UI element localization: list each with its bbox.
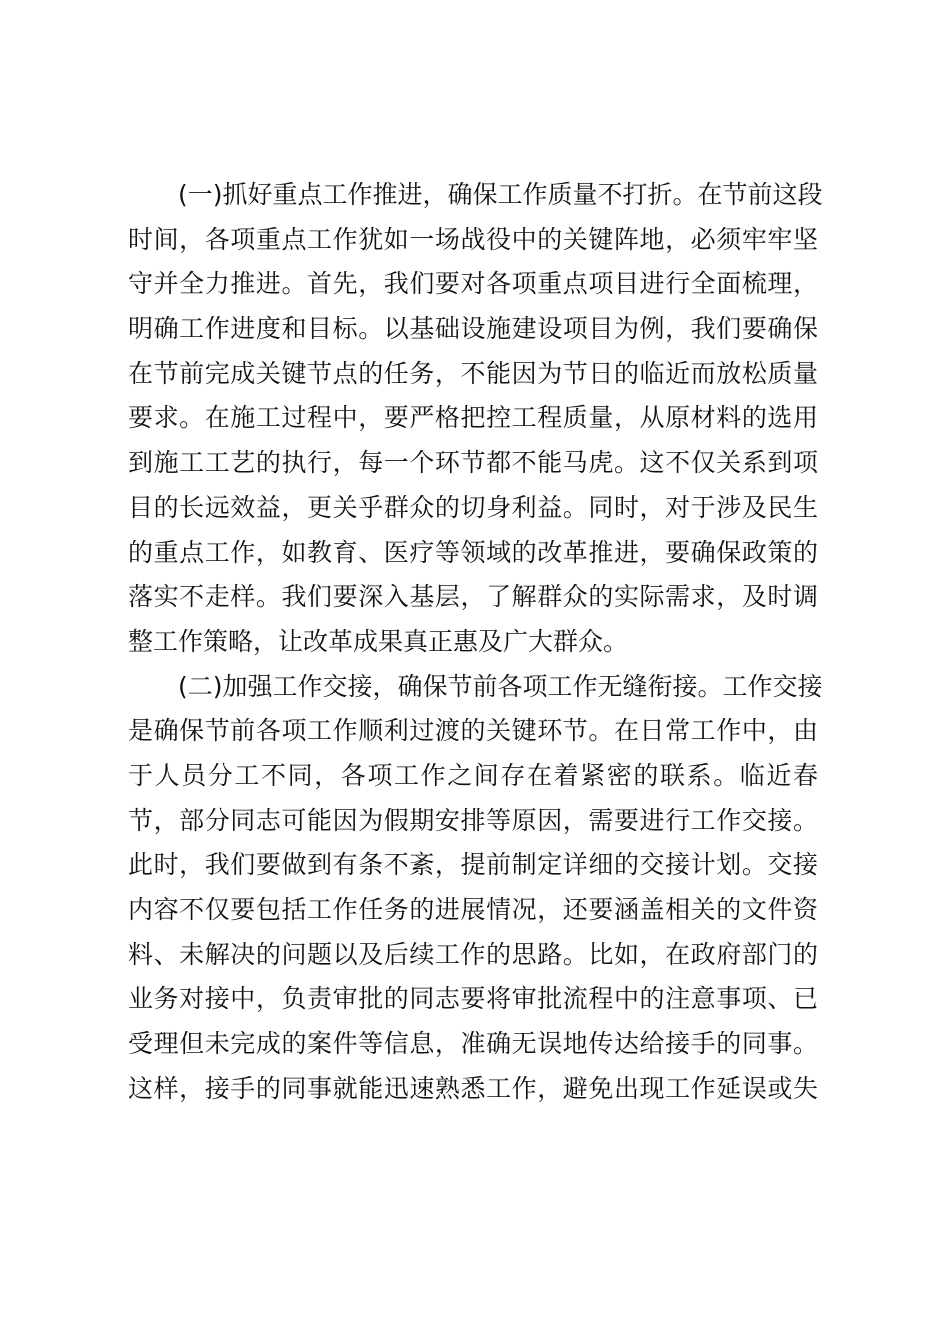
paragraph-line: 目的长远效益，更关乎群众的切身利益。同时，对于涉及民生	[128, 492, 818, 522]
paragraph-line: 到施工工艺的执行，每一个环节都不能马虎。这不仅关系到项	[128, 448, 818, 478]
document-body	[128, 173, 823, 1111]
paragraph-line: 业务对接中，负责审批的同志要将审批流程中的注意事项、已	[128, 984, 818, 1014]
paragraph-line: (二)加强工作交接，确保节前各项工作无缝衔接。工作交接	[178, 671, 823, 701]
paragraph-line: 守并全力推进。首先，我们要对各项重点项目进行全面梳理，	[128, 269, 818, 299]
paragraph-line: 此时，我们要做到有条不紊，提前制定详细的交接计划。交接	[128, 850, 818, 880]
paragraph-line: 要求。在施工过程中，要严格把控工程质量，从原材料的选用	[128, 403, 818, 433]
paragraph-line: 料、未解决的问题以及后续工作的思路。比如，在政府部门的	[128, 939, 818, 969]
paragraph-2	[128, 665, 823, 1112]
paragraph-line: 时间，各项重点工作犹如一场战役中的关键阵地，必须牢牢坚	[128, 224, 818, 254]
paragraph-line: 整工作策略，让改革成果真正惠及广大群众。	[128, 626, 629, 656]
paragraph-line: 落实不走样。我们要深入基层，了解群众的实际需求，及时调	[128, 582, 818, 612]
paragraph-line: 是确保节前各项工作顺利过渡的关键环节。在日常工作中，由	[128, 716, 818, 746]
paragraph-line: 的重点工作，如教育、医疗等领域的改革推进，要确保政策的	[128, 537, 818, 567]
paragraph-line: 节，部分同志可能因为假期安排等原因，需要进行工作交接。	[128, 805, 818, 835]
paragraph-line: 于人员分工不同，各项工作之间存在着紧密的联系。临近春	[128, 760, 818, 790]
paragraph-line: 内容不仅要包括工作任务的进展情况，还要涵盖相关的文件资	[128, 895, 818, 924]
paragraph-line: 这样，接手的同事就能迅速熟悉工作，避免出现工作延误或失	[128, 1073, 818, 1103]
paragraph-line: 受理但未完成的案件等信息，准确无误地传达给接手的同事。	[128, 1029, 818, 1059]
paragraph-line: 在节前完成关键节点的任务，不能因为节日的临近而放松质量	[128, 358, 818, 388]
paragraph-line: 明确工作进度和目标。以基础设施建设项目为例，我们要确保	[128, 314, 818, 344]
paragraph-1	[128, 173, 823, 665]
paragraph-line: (一)抓好重点工作推进，确保工作质量不打折。在节前这段	[178, 180, 823, 209]
